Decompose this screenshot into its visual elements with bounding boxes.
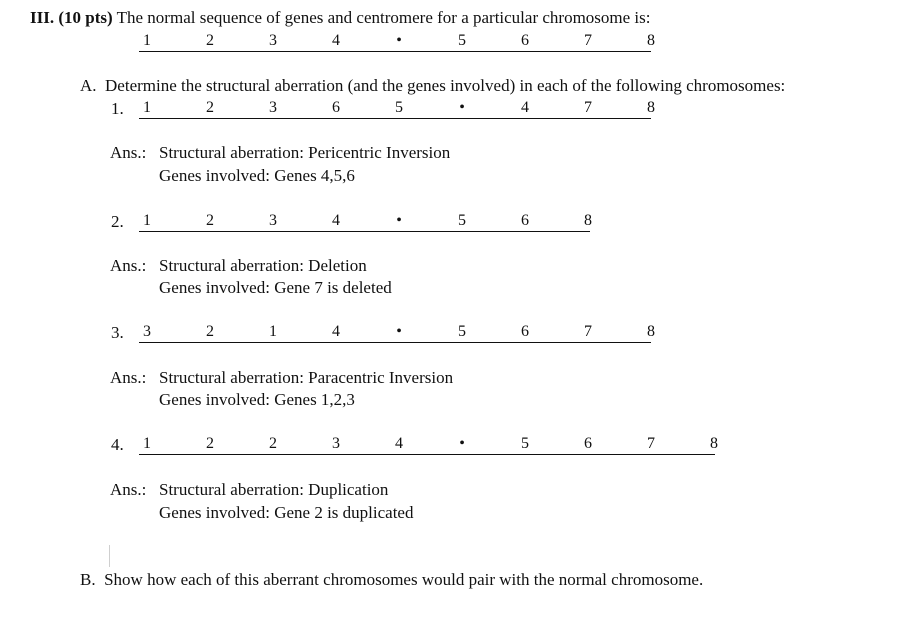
gene-label: 2 (206, 32, 214, 49)
answer-aberration: Structural aberration: Pericentric Inversion (159, 143, 451, 162)
centromere-marker: • (396, 32, 402, 49)
centromere-marker: • (459, 99, 465, 116)
answer-label: Ans.: (110, 480, 147, 499)
gene-label: 8 (647, 323, 655, 340)
aberrant-chromosome-1 (139, 99, 655, 119)
gene-label: 6 (521, 32, 529, 49)
gene-label: 6 (584, 435, 592, 452)
gene-label: 8 (584, 212, 592, 229)
gene-label: 8 (647, 32, 655, 49)
gene-label: 7 (584, 32, 592, 49)
gene-label: 1 (143, 99, 151, 116)
gene-label: 6 (521, 323, 529, 340)
gene-label: 4 (395, 435, 403, 452)
gene-label: 4 (332, 212, 340, 229)
gene-label: 5 (521, 435, 529, 452)
gene-label: 2 (269, 435, 277, 452)
gene-label: 7 (584, 323, 592, 340)
gene-label: 3 (143, 323, 151, 340)
part-a-prompt (80, 77, 785, 94)
gene-label: 3 (269, 32, 277, 49)
chromosome-line (139, 454, 715, 455)
gene-label: 3 (269, 212, 277, 229)
gene-label: 2 (206, 212, 214, 229)
item-number: 1. (111, 99, 124, 118)
centromere-marker: • (396, 323, 402, 340)
gene-label: 7 (584, 99, 592, 116)
answer-aberration: Structural aberration: Paracentric Inversion (159, 368, 454, 387)
gene-label: 6 (521, 212, 529, 229)
answer-aberration: Structural aberration: Duplication (159, 480, 389, 499)
gene-label: 2 (206, 323, 214, 340)
question-number: III. (30, 8, 55, 27)
answer-aberration: Structural aberration: Deletion (159, 256, 367, 275)
gene-label: 3 (332, 435, 340, 452)
chromosome-line (139, 342, 651, 343)
gene-label: 4 (521, 99, 529, 116)
part-a-text: Determine the structural aberration (and the genes involved) in each of the following chromosomes: (105, 76, 786, 95)
answer-genes: Genes involved: Gene 7 is deleted (159, 278, 392, 297)
question-points: (10 pts) (58, 8, 113, 27)
chromosome-line (139, 118, 651, 119)
text-cursor (109, 545, 110, 567)
answer-genes: Genes involved: Genes 1,2,3 (159, 390, 355, 409)
answer-genes: Genes involved: Gene 2 is duplicated (159, 503, 414, 522)
question-text: The normal sequence of genes and centromere for a particular chromosome is: (116, 8, 651, 27)
gene-label: 1 (143, 435, 151, 452)
aberrant-chromosome-2 (139, 212, 590, 232)
part-b-letter: B. (80, 570, 96, 589)
gene-label: 8 (710, 435, 718, 452)
chromosome-line (139, 51, 651, 52)
normal-chromosome (139, 32, 655, 52)
centromere-marker: • (459, 435, 465, 452)
item-number: 2. (111, 212, 124, 231)
aberrant-chromosome-4 (139, 435, 718, 455)
aberrant-chromosome-3 (139, 323, 655, 343)
gene-label: 5 (395, 99, 403, 116)
answer-label: Ans.: (110, 143, 147, 162)
part-b-text: Show how each of this aberrant chromosomes would pair with the normal chromosome. (104, 570, 704, 589)
gene-label: 2 (206, 435, 214, 452)
item-number: 3. (111, 323, 124, 342)
gene-label: 1 (269, 323, 277, 340)
gene-label: 4 (332, 32, 340, 49)
gene-label: 6 (332, 99, 340, 116)
gene-label: 5 (458, 32, 466, 49)
answer-label: Ans.: (110, 256, 147, 275)
answer-label: Ans.: (110, 368, 147, 387)
gene-label: 7 (647, 435, 655, 452)
gene-label: 8 (647, 99, 655, 116)
item-number: 4. (111, 435, 124, 454)
answer-genes: Genes involved: Genes 4,5,6 (159, 166, 355, 185)
part-b-prompt (80, 571, 703, 588)
gene-label: 4 (332, 323, 340, 340)
centromere-marker: • (396, 212, 402, 229)
gene-label: 5 (458, 323, 466, 340)
chromosome-line (139, 231, 590, 232)
part-a-letter: A. (80, 76, 97, 95)
gene-label: 5 (458, 212, 466, 229)
gene-label: 1 (143, 32, 151, 49)
gene-label: 1 (143, 212, 151, 229)
gene-label: 3 (269, 99, 277, 116)
gene-label: 2 (206, 99, 214, 116)
question-header (30, 9, 651, 26)
